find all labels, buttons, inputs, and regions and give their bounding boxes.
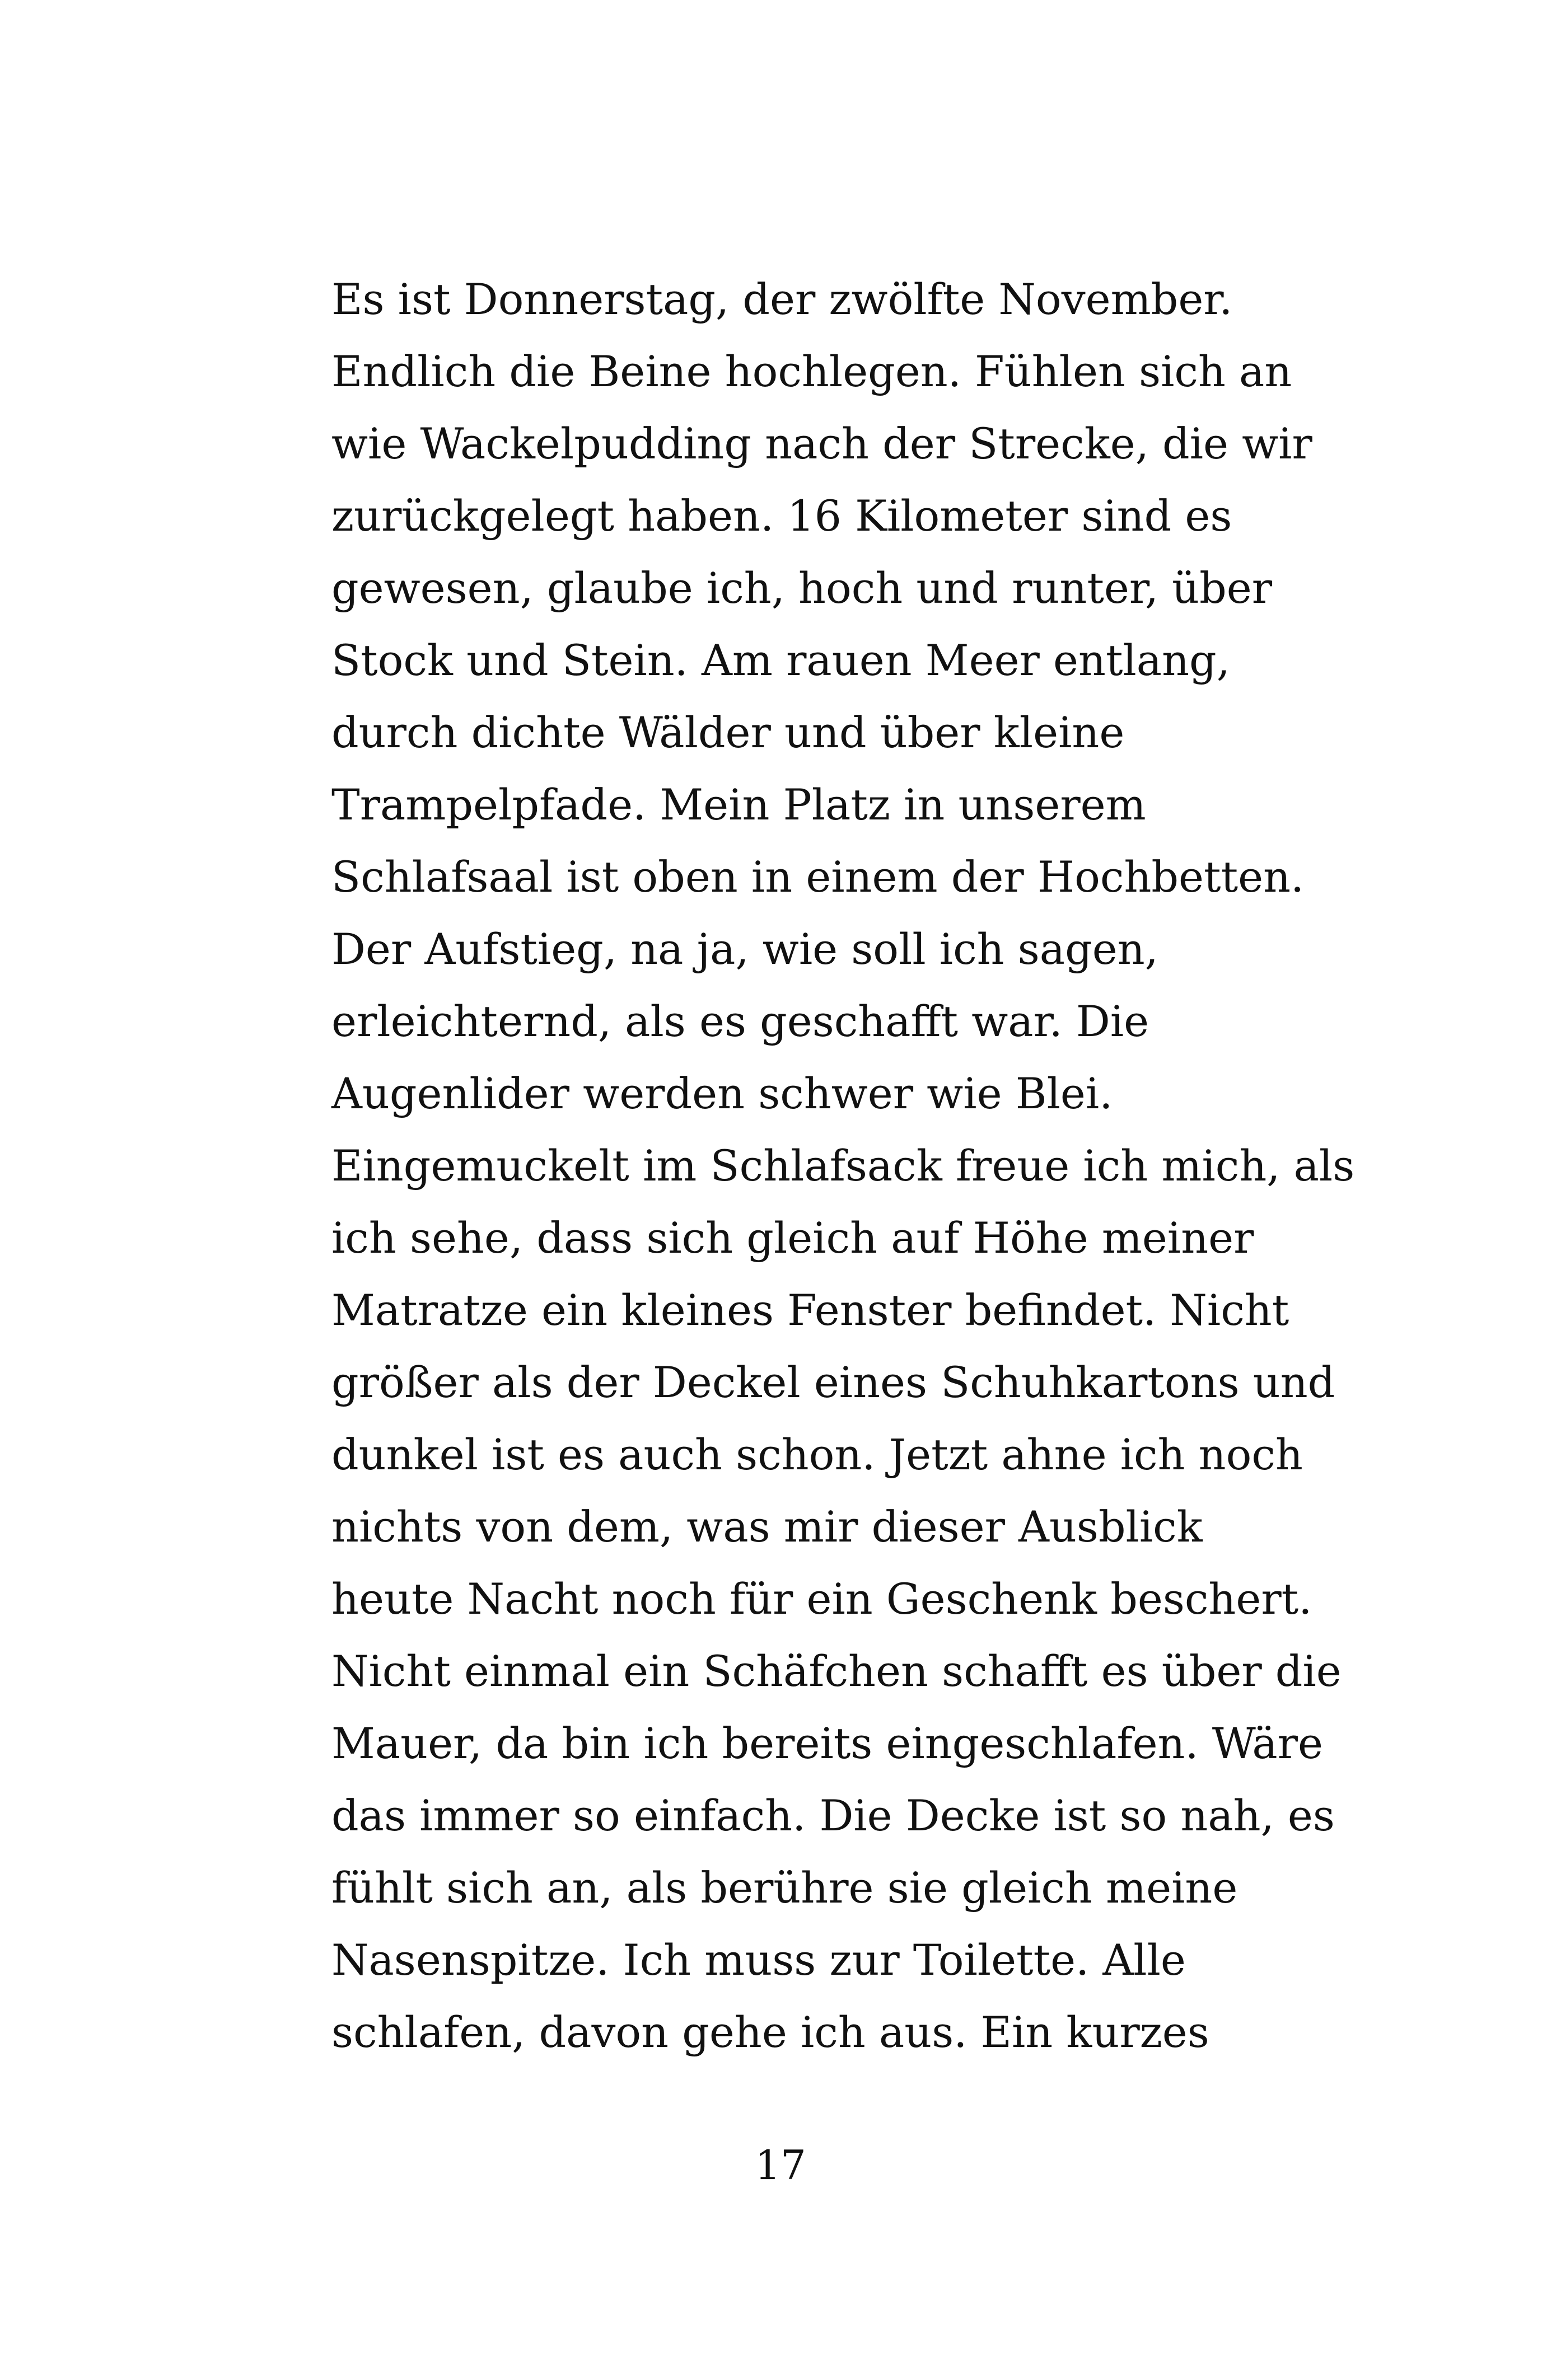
text-line: Mauer, da bin ich bereits eingeschlafen. Wäre: [331, 1718, 1323, 1768]
text-line: zurückgelegt haben. 16 Kilometer sind es: [331, 491, 1232, 541]
text-line: Nicht einmal ein Schäfchen schafft es über die: [331, 1646, 1342, 1696]
text-line: Es ist Donnerstag, der zwölfte November.: [331, 274, 1233, 324]
text-line: Trampelpfade. Mein Platz in unserem: [331, 780, 1146, 830]
text-line: das immer so einfach. Die Decke ist so nah, es: [331, 1791, 1335, 1840]
text-line: heute Nacht noch für ein Geschenk beschert.: [331, 1574, 1312, 1624]
body-text: [331, 263, 1355, 2068]
text-line: Matratze ein kleines Fenster befindet. Nicht: [331, 1285, 1289, 1335]
text-line: Eingemuckelt im Schlafsack freue ich mich, als: [331, 1141, 1355, 1191]
text-line: größer als der Deckel eines Schuhkartons und: [331, 1357, 1335, 1407]
page-number: 17: [755, 2142, 806, 2189]
text-line: Der Aufstieg, na ja, wie soll ich sagen,: [331, 924, 1158, 974]
text-line: fühlt sich an, als berühre sie gleich meine: [331, 1863, 1238, 1913]
text-line: schlafen, davon gehe ich aus. Ein kurzes: [331, 2007, 1209, 2057]
text-line: dunkel ist es auch schon. Jetzt ahne ich noch: [331, 1430, 1303, 1479]
text-line: Nasenspitze. Ich muss zur Toilette. Alle: [331, 1935, 1186, 1985]
text-line: ich sehe, dass sich gleich auf Höhe meiner: [331, 1213, 1254, 1263]
text-line: durch dichte Wälder und über kleine: [331, 708, 1125, 757]
text-line: Augenlider werden schwer wie Blei.: [331, 1069, 1113, 1118]
text-line: Schlafsaal ist oben in einem der Hochbetten.: [331, 852, 1305, 902]
text-line: Stock und Stein. Am rauen Meer entlang,: [331, 635, 1230, 685]
text-line: Endlich die Beine hochlegen. Fühlen sich an: [331, 346, 1292, 396]
text-line: wie Wackelpudding nach der Strecke, die wir: [331, 419, 1312, 468]
text-line: gewesen, glaube ich, hoch und runter, über: [331, 563, 1273, 613]
text-line: erleichternd, als es geschafft war. Die: [331, 996, 1149, 1046]
text-line: nichts von dem, was mir dieser Ausblick: [331, 1502, 1203, 1552]
